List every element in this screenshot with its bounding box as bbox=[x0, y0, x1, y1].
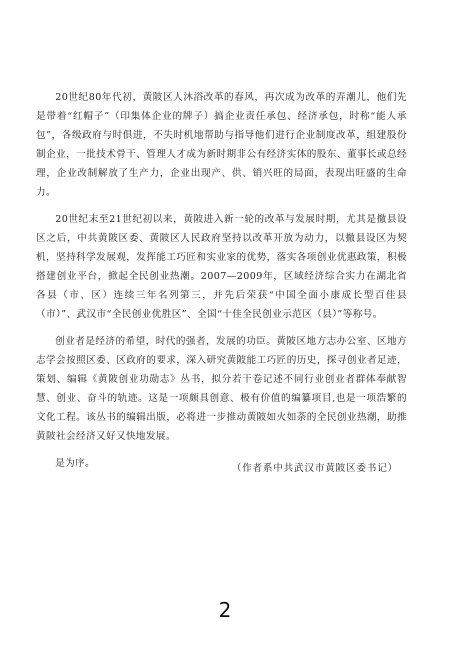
paragraph-3: 创业者是经济的希望，时代的强者，发展的功臣。黄陂区地方志办公室、区地方志学会按照区委、区政府的要求，深入研究黄陂能工巧匠的历史，探寻创业者足迹，策划、编辑《黄陂创业功勋志》丛书，拟分若干卷记述不同行业创业者群体奉献智慧、创业、奋斗的轨迹。这是一项颇具创意、极有价值的编纂项目,也是一项浩繁的文化工程。该丛书的编辑出版，必将进一步推动黄陂如火如荼的全民创业热潮，助推黄陂社会经济又好又快地发展。 bbox=[36, 336, 407, 442]
preface-body bbox=[36, 88, 407, 481]
closing-line: 是为序。 bbox=[55, 458, 96, 469]
paragraph-1: 20世纪80年代初，黄陂区人沐浴改革的春风，再次成为改革的弄潮儿，他们先是带着“红帽子”（印集体企业的牌子）搞企业责任承包、经济承包，时称“能人承包”，各级政府与时俱进，不失时机地帮助与指导他们进行企业制度改革，组建股份制企业，一批技术骨干、管理人才成为新时期非公有经济实体的股东、董事长或总经理，企业改制解放了生产力，企业出现产、供、销兴旺的局面，表现出旺盛的生命力。 bbox=[36, 92, 407, 198]
author-attribution: （作者系中共武汉市黄陂区委书记） bbox=[231, 463, 398, 474]
paragraph-2: 20世纪末至21世纪初以来，黄陂进入新一轮的改革与发展时期，尤其是撤县设区之后，中共黄陂区委、黄陂区人民政府坚持以改革开放为动力，以撤县设区为契机，坚持科学发展观，发挥能工巧匠和实业家的优势，落实各项创业优惠政策，积极搭建创业平台，掀起全民创业热潮。2007—2009年，区域经济综合实力在湖北省各县（市、区）连续三年名列第三，并先后荣获“中国全面小康成长型百佳县（市）”、武汉市“全民创业优胜区”、全国“十佳全民创业示范区（县）”等称号。 bbox=[36, 214, 407, 320]
page-number: 2 bbox=[218, 598, 232, 622]
